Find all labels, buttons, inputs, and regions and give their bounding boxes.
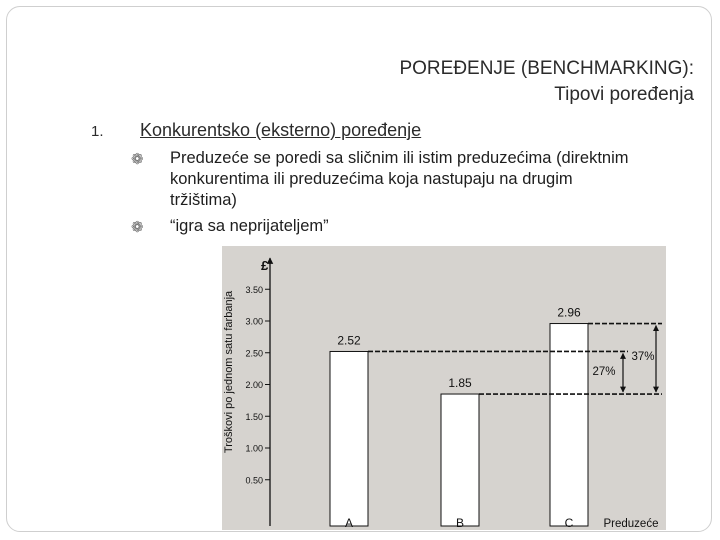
swirl-bullet-icon: ❁ xyxy=(131,151,144,168)
swirl-bullet-icon: ❁ xyxy=(131,219,144,236)
category-label: C xyxy=(564,516,574,530)
bar-value-label: 2.96 xyxy=(557,305,581,320)
y-axis-label: Troškovi po jednom satu farbanja xyxy=(223,290,235,454)
y-tick-label: 2.00 xyxy=(245,380,263,390)
bar-value-label: 1.85 xyxy=(448,376,472,391)
bullet-1-line-2: konkurentima ili preduzećima koja nastupaju na drugim xyxy=(170,170,573,188)
bullet-1-line-3: tržištima) xyxy=(170,191,237,209)
y-unit-symbol: £ xyxy=(261,258,269,273)
title-line-2: Tipovi poređenja xyxy=(554,84,694,105)
bar-B xyxy=(441,394,479,526)
bar-C xyxy=(550,324,588,526)
title-line-1: POREĐENJE (BENCHMARKING): xyxy=(399,58,694,79)
gap-label: 37% xyxy=(631,351,655,363)
y-tick-label: 0.50 xyxy=(245,475,263,486)
bullet-1-line-1: Preduzeće se poredi sa sličnim ili istim preduzećima (direktnim xyxy=(170,149,629,167)
bullet-2-line-1: “igra sa neprijateljem” xyxy=(170,217,329,235)
category-label: B xyxy=(455,516,465,530)
y-tick-label: 3.50 xyxy=(245,284,263,295)
category-label: A xyxy=(344,516,354,530)
x-axis-label: Preduzeće xyxy=(603,518,659,530)
bar-A xyxy=(330,351,368,526)
section-number: 1. xyxy=(91,123,104,140)
gap-label: 27% xyxy=(592,366,616,378)
y-tick-label: 3.00 xyxy=(245,316,263,327)
section-heading: Konkurentsko (eksterno) poređenje xyxy=(140,120,422,140)
y-tick-label: 1.50 xyxy=(245,411,263,422)
y-tick-label: 2.50 xyxy=(245,348,263,359)
bar-value-label: 2.52 xyxy=(337,333,361,348)
y-tick-label: 1.00 xyxy=(245,443,263,454)
